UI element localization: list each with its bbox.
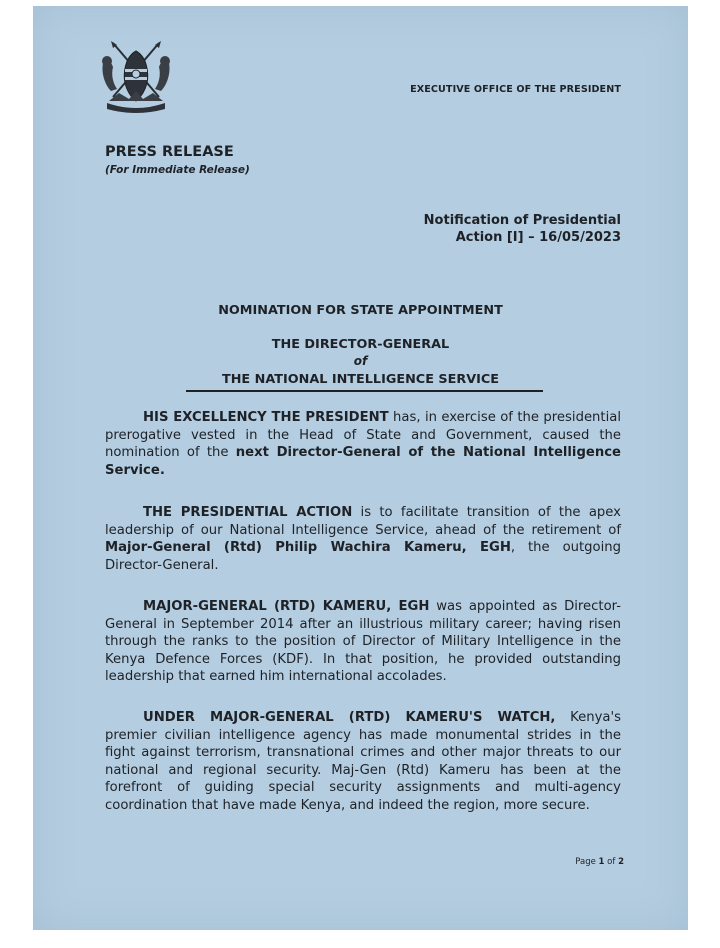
paragraph-2 [105,504,621,574]
notification-line-2: Action [I] – 16/05/2023 [455,230,621,245]
paragraph-3-text: was appointed as Director-General in September 2014 after an illustrious military career; having risen through the ranks to the position of Director of Military Intelligence in the Kenya Defence Forces (KDF). In that position, he provided outstanding leadership that earned him international accolades. [105,599,621,684]
paragraph-2-tail: , the outgoing Director-General. [105,540,621,573]
paragraph-4-text: Kenya's premier civilian intelligence agency has made monumental strides in the fight against terrorism, transnational crimes and other major threats to our national and regional security. Maj-Gen (Rtd) Kameru has been at the forefront of guiding special security assignments and multi-agency coordination that have made Kenya, and indeed the region, more secure. [105,710,621,813]
press-release-subtitle: (For Immediate Release) [105,164,250,176]
paragraph-2-text: is to facilitate transition of the apex leadership of our National Intelligence Service, ahead of the retirement of [105,505,621,538]
paragraph-4 [105,709,621,814]
page-number [575,857,624,867]
coat-of-arms-icon [99,39,173,115]
page-current: 1 [598,857,605,867]
nomination-heading: NOMINATION FOR STATE APPOINTMENT [218,303,503,318]
paragraph-2-lead: THE PRESIDENTIAL ACTION [143,505,353,520]
paragraph-1-text: has, in exercise of the presidential prerogative vested in the Head of State and Government, caused the nomination of the [105,410,621,460]
notification-reference [424,212,621,246]
of-heading: of [353,354,368,368]
press-release-page [33,6,688,930]
paragraph-1-lead: HIS EXCELLENCY THE PRESIDENT [143,410,389,425]
notification-line-1: Notification of Presidential [423,213,621,228]
of-word: of [607,857,616,867]
paragraph-4-lead: UNDER MAJOR-GENERAL (RTD) KAMERU'S WATCH, [143,710,556,725]
page-total: 2 [618,857,624,867]
paragraph-3-lead: MAJOR-GENERAL (RTD) KAMERU, EGH [143,599,430,614]
paragraph-1 [105,409,621,479]
coat-of-arms-graphic [99,39,173,115]
director-general-heading: THE DIRECTOR-GENERAL [271,337,450,352]
page-word: Page [575,857,596,867]
office-header: EXECUTIVE OFFICE OF THE PRESIDENT [410,84,621,95]
intelligence-service-heading: THE NATIONAL INTELLIGENCE SERVICE [221,372,499,387]
paragraph-3 [105,598,621,686]
press-release-title: PRESS RELEASE [105,144,234,160]
paragraph-1-emphasis: next Director-General of the National Intelligence Service. [105,445,621,478]
heading-underline [186,390,543,392]
paragraph-2-emphasis: Major-General (Rtd) Philip Wachira Kameru, EGH [105,540,511,555]
